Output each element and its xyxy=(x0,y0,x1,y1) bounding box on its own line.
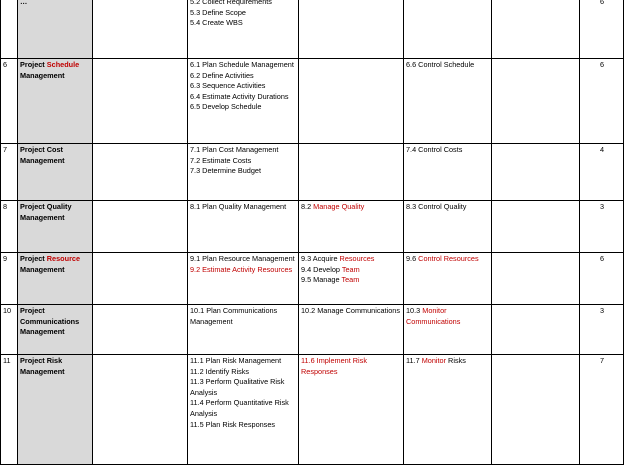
process-count: 3 xyxy=(580,305,624,355)
executing-processes-cell xyxy=(299,201,404,253)
process-item-segment: 8.1 Plan Quality Management xyxy=(190,202,287,211)
knowledge-area-cell xyxy=(18,0,93,59)
empty-cell xyxy=(492,355,580,465)
process-item xyxy=(301,306,402,317)
empty-cell xyxy=(93,0,188,59)
process-item xyxy=(301,275,402,286)
empty-cell xyxy=(492,201,580,253)
process-count: 6 xyxy=(580,59,624,144)
process-item-segment: 9.1 Plan Resource Management xyxy=(190,254,295,263)
planning-processes-cell xyxy=(188,253,299,305)
process-item-segment: Monitor Communications xyxy=(406,306,461,326)
process-item xyxy=(190,156,297,167)
table-row xyxy=(1,253,624,305)
knowledge-area-cell xyxy=(18,305,93,355)
knowledge-area-cell xyxy=(18,355,93,465)
monitoring-processes-cell xyxy=(404,144,492,201)
process-count: 4 xyxy=(580,144,624,201)
process-item-segment: 6.5 Develop Schedule xyxy=(190,102,262,112)
process-item-segment: 8.2 xyxy=(301,202,314,211)
process-item-segment: 7.4 Control Costs xyxy=(406,145,463,154)
knowledge-area-cell xyxy=(18,59,93,144)
row-number: 6 xyxy=(1,59,18,144)
process-item xyxy=(301,265,402,276)
process-item-segment: 6.6 Control Schedule xyxy=(406,60,475,69)
process-item xyxy=(190,60,297,71)
process-item-segment: 5.4 Create WBS xyxy=(190,18,243,28)
table-row xyxy=(1,0,624,59)
process-item xyxy=(190,254,297,265)
process-item xyxy=(301,202,402,213)
process-item-segment: Team xyxy=(341,275,360,285)
process-item-segment: Team xyxy=(341,264,360,274)
process-item-segment: 11.1 Plan Risk Management xyxy=(190,356,282,365)
process-item-segment: 6.4 Estimate Activity Durations xyxy=(190,91,289,101)
process-item xyxy=(406,60,490,71)
process-item xyxy=(190,81,297,92)
process-item xyxy=(190,356,297,367)
planning-processes-cell xyxy=(188,355,299,465)
process-item-segment: 6.2 Define Activities xyxy=(190,70,254,80)
process-item-segment: 11.2 Identify Risks xyxy=(190,366,250,376)
empty-cell xyxy=(93,59,188,144)
process-item xyxy=(190,398,297,419)
empty-cell xyxy=(93,305,188,355)
empty-cell xyxy=(492,0,580,59)
process-item-segment: 9.2 Estimate Activity Resources xyxy=(190,264,293,274)
process-item-segment: 11.6 Implement Risk Responses xyxy=(301,356,367,376)
process-count: 6 xyxy=(580,0,624,59)
knowledge-area-text: Resource xyxy=(46,254,81,263)
row-number: 7 xyxy=(1,144,18,201)
planning-processes-cell xyxy=(188,201,299,253)
process-item-segment: 10.2 Manage Communications xyxy=(301,306,400,315)
process-item xyxy=(190,166,297,177)
knowledge-area-text: Project Risk Management xyxy=(20,356,65,376)
process-item-segment: 5.3 Define Scope xyxy=(190,7,246,17)
process-item xyxy=(406,145,490,156)
process-item xyxy=(190,202,297,213)
planning-processes-cell xyxy=(188,59,299,144)
row-number: 10 xyxy=(1,305,18,355)
process-count: 6 xyxy=(580,253,624,305)
process-item xyxy=(190,306,297,327)
knowledge-area-text: Management xyxy=(20,70,65,80)
executing-processes-cell xyxy=(299,59,404,144)
monitoring-processes-cell xyxy=(404,355,492,465)
table-row xyxy=(1,355,624,465)
process-item xyxy=(406,356,490,367)
process-count: 7 xyxy=(580,355,624,465)
row-number xyxy=(1,0,18,59)
monitoring-processes-cell xyxy=(404,59,492,144)
process-item-segment: Manage Quality xyxy=(313,202,365,211)
process-item xyxy=(190,145,297,156)
process-item-segment: 7.3 Determine Budget xyxy=(190,166,261,176)
knowledge-area-text: Project Cost Management xyxy=(20,145,65,165)
process-item-segment: 10.1 Plan Communications Management xyxy=(190,306,278,326)
process-item xyxy=(301,254,402,265)
process-item xyxy=(406,306,490,327)
process-item-segment: Control Resources xyxy=(418,254,479,263)
monitoring-processes-cell xyxy=(404,201,492,253)
table-body xyxy=(1,0,624,465)
row-number: 8 xyxy=(1,201,18,253)
process-item xyxy=(190,102,297,113)
empty-cell xyxy=(492,253,580,305)
knowledge-area-text: Project xyxy=(20,60,47,69)
process-item xyxy=(190,367,297,378)
row-number: 9 xyxy=(1,253,18,305)
executing-processes-cell xyxy=(299,253,404,305)
process-item-segment: 9.5 Manage xyxy=(301,275,342,285)
process-item-segment: 6.1 Plan Schedule Management xyxy=(190,60,294,69)
planning-processes-cell xyxy=(188,144,299,201)
empty-cell xyxy=(492,305,580,355)
knowledge-area-cell xyxy=(18,253,93,305)
monitoring-processes-cell xyxy=(404,305,492,355)
knowledge-area-text: Project xyxy=(20,254,47,263)
process-item xyxy=(190,265,297,276)
executing-processes-cell xyxy=(299,144,404,201)
process-item-segment: 11.7 xyxy=(406,356,422,365)
process-item-segment: 8.3 Control Quality xyxy=(406,202,467,211)
process-item xyxy=(190,71,297,82)
process-item-segment: 9.4 Develop xyxy=(301,264,342,274)
process-item xyxy=(190,377,297,398)
process-item xyxy=(190,8,297,19)
process-item-segment: 9.3 Acquire xyxy=(301,254,340,263)
process-item xyxy=(406,254,490,265)
executing-processes-cell xyxy=(299,305,404,355)
process-item-segment: 11.4 Perform Quantitative Risk Analysis xyxy=(190,398,289,418)
planning-processes-cell xyxy=(188,0,299,59)
process-item-segment: 7.1 Plan Cost Management xyxy=(190,145,279,154)
process-item xyxy=(301,356,402,377)
knowledge-area-text: Project Communications Management xyxy=(20,306,80,337)
empty-cell xyxy=(492,144,580,201)
process-item-segment: Resources xyxy=(339,254,375,263)
knowledge-area-text: … xyxy=(20,0,28,6)
empty-cell xyxy=(93,201,188,253)
table-row xyxy=(1,305,624,355)
process-item-segment: 10.3 xyxy=(406,306,423,315)
process-item-segment: 11.3 Perform Qualitative Risk Analysis xyxy=(190,377,285,397)
knowledge-area-cell xyxy=(18,144,93,201)
empty-cell xyxy=(492,59,580,144)
knowledge-area-text: Schedule xyxy=(46,60,80,69)
monitoring-processes-cell xyxy=(404,0,492,59)
table-row xyxy=(1,144,624,201)
knowledge-area-text: Management xyxy=(20,264,65,274)
process-item xyxy=(190,92,297,103)
process-item xyxy=(190,0,297,8)
process-item-segment: 11.5 Plan Risk Responses xyxy=(190,419,276,429)
table-row xyxy=(1,201,624,253)
process-item-segment: 7.2 Estimate Costs xyxy=(190,155,252,165)
process-count: 3 xyxy=(580,201,624,253)
process-item xyxy=(406,202,490,213)
executing-processes-cell xyxy=(299,355,404,465)
empty-cell xyxy=(93,253,188,305)
process-item-segment: Monitor xyxy=(421,356,447,365)
knowledge-area-text: Project Quality Management xyxy=(20,202,72,222)
process-item xyxy=(190,420,297,431)
process-item-segment: 9.6 xyxy=(406,254,419,263)
process-item xyxy=(190,18,297,29)
row-number: 11 xyxy=(1,355,18,465)
table-row xyxy=(1,59,624,144)
knowledge-area-cell xyxy=(18,201,93,253)
monitoring-processes-cell xyxy=(404,253,492,305)
empty-cell xyxy=(93,355,188,465)
planning-processes-cell xyxy=(188,305,299,355)
process-item-segment: 5.2 Collect Requirements xyxy=(190,0,272,6)
empty-cell xyxy=(93,144,188,201)
executing-processes-cell xyxy=(299,0,404,59)
process-item-segment: 6.3 Sequence Activities xyxy=(190,81,266,91)
process-item-segment: Risks xyxy=(446,356,466,365)
